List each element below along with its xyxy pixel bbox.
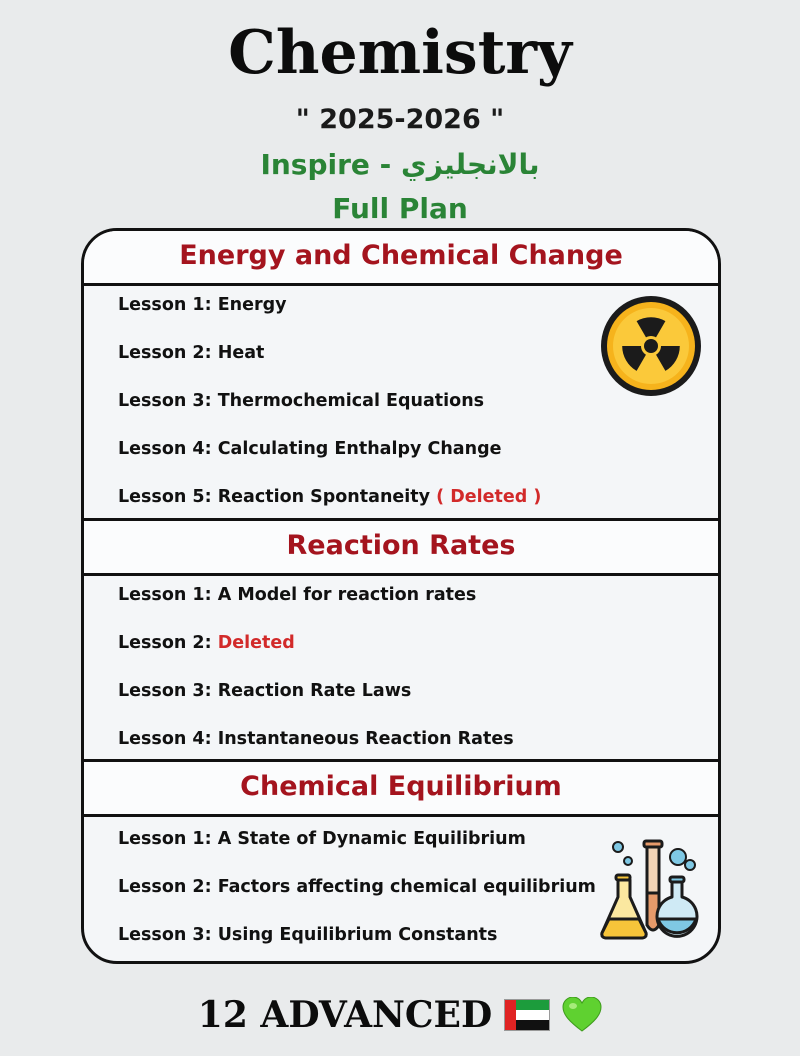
uae-flag-icon (504, 999, 550, 1031)
lesson-item: Lesson 1: Energy (118, 295, 287, 315)
lesson-item (118, 633, 295, 653)
lesson-plan-card (81, 228, 721, 964)
page-title: Chemistry (228, 18, 572, 88)
curriculum-subtitle: Inspire - بالانجليزي (260, 148, 540, 181)
lesson-item: Lesson 1: A State of Dynamic Equilibrium (118, 829, 526, 849)
lesson-item: Lesson 1: A Model for reaction rates (118, 585, 477, 605)
footer (0, 994, 800, 1036)
lesson-label: Lesson 2: (118, 633, 218, 653)
lesson-item: Lesson 3: Reaction Rate Laws (118, 681, 412, 701)
lesson-item: Lesson 2: Factors affecting chemical equilibrium (118, 877, 596, 897)
section-title-equilibrium: Chemical Equilibrium (84, 759, 718, 817)
lesson-item (118, 487, 541, 507)
academic-year: " 2025-2026 " (295, 104, 505, 135)
lesson-item: Lesson 3: Thermochemical Equations (118, 391, 485, 411)
lesson-item: Lesson 4: Calculating Enthalpy Change (118, 439, 502, 459)
lesson-item: Lesson 2: Heat (118, 343, 265, 363)
green-heart-icon (562, 997, 602, 1033)
section-title-reaction-rates: Reaction Rates (84, 518, 718, 576)
radiation-icon (598, 293, 704, 399)
grade-label: 12 ADVANCED (197, 994, 493, 1036)
lesson-item: Lesson 3: Using Equilibrium Constants (118, 925, 498, 945)
plan-label: Full Plan (332, 192, 468, 225)
section-title-energy: Energy and Chemical Change (84, 231, 718, 286)
lesson-item: Lesson 4: Instantaneous Reaction Rates (118, 729, 514, 749)
lesson-label: Lesson 5: Reaction Spontaneity (118, 487, 431, 507)
deleted-badge: ( Deleted ) (430, 487, 542, 507)
deleted-badge: Deleted (217, 633, 295, 653)
lab-flasks-icon (598, 835, 702, 943)
